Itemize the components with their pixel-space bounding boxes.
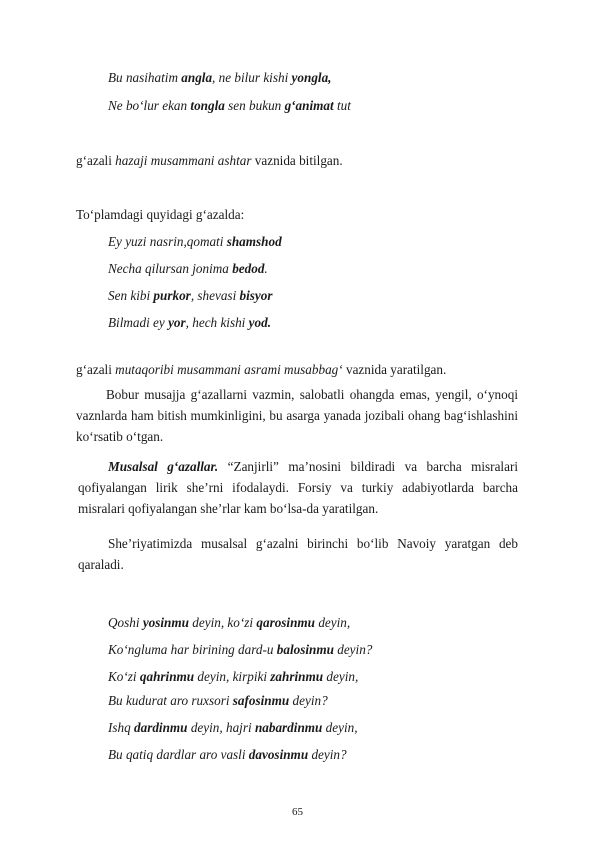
text-run: safosinmu (232, 693, 290, 708)
verse-line (108, 314, 271, 332)
text-run: Necha qilursan jonima (108, 261, 233, 276)
text-run: Bilmadi ey (108, 315, 169, 330)
text-run: dardinmu (134, 720, 188, 735)
text-run: , ne bilur kishi (212, 70, 292, 85)
text-run: Ishq (108, 720, 135, 735)
text-run: bisyor (239, 288, 273, 303)
text-run: qarosinmu (256, 615, 316, 630)
term-musalsal: Musalsal g‘azallar. (108, 459, 219, 474)
text-run: g‘animat (284, 98, 334, 113)
verse-line (108, 287, 273, 305)
text-run: angla (181, 70, 213, 85)
text-run: nabardinmu (254, 720, 323, 735)
verse-line (108, 746, 347, 764)
text-run: purkor (153, 288, 191, 303)
text-run: hazaji musammani ashtar (115, 153, 252, 168)
text-run: yongla, (291, 70, 332, 85)
text-run: Qoshi (108, 615, 143, 630)
paragraph-bobur-text: Bobur musajja g‘azallarni vazmin, salobatli ohangda emas, yengil, o‘ynoqi vaznlarda ham bitish mumkinligini, bu asarga yanada jozibali ohang bag‘ishlashini ko‘rsatib o‘tgan. (76, 387, 518, 444)
text-run: zahrinmu (270, 669, 324, 684)
text-run: , shevasi (190, 288, 240, 303)
text-run: deyin? (333, 642, 373, 657)
paragraph-sheriyat-text: She’riyatimizda musalsal g‘azalni birinchi bo‘lib Navoiy yaratgan deb qaraladi. (78, 536, 518, 572)
text-run: shamshod (226, 234, 282, 249)
paragraph-musalsal (78, 456, 518, 519)
paragraph-sheriyat (78, 533, 518, 575)
text-run: g‘azali (76, 362, 116, 377)
text-line-hazaj (76, 152, 343, 170)
text-run: yod. (248, 315, 271, 330)
text-run: Bu qatiq dardlar aro vasli (108, 747, 249, 762)
text-run: vaznida yaratilgan. (342, 362, 447, 377)
verse-line (108, 69, 331, 87)
verse-line (108, 668, 358, 686)
text-run: deyin, (323, 669, 359, 684)
text-run: bedod (232, 261, 265, 276)
text-run: deyin, ko‘zi (188, 615, 257, 630)
text-line-tolamdagi (76, 206, 244, 224)
text-run: deyin, (315, 615, 351, 630)
text-run: qahrinmu (139, 669, 195, 684)
text-run: Sen kibi (108, 288, 154, 303)
verse-line (108, 692, 328, 710)
text-run: deyin? (308, 747, 347, 762)
text-run: g‘azali (76, 153, 116, 168)
verse-line (108, 233, 282, 251)
text-line-mutaqoribi (76, 361, 446, 379)
text-run: Ne bo‘lur ekan (108, 98, 191, 113)
text-run: Bu kudurat aro ruxsori (108, 693, 233, 708)
text-run: deyin? (289, 693, 328, 708)
text-run: yor (168, 315, 186, 330)
text-run: , hech kishi (185, 315, 249, 330)
verse-line (108, 614, 350, 632)
text-run: Ey yuzi nasrin,qomati (108, 234, 227, 249)
text-run: balosinmu (276, 642, 334, 657)
text-run: vaznida bitilgan. (251, 153, 343, 168)
verse-line (108, 260, 268, 278)
text-run: deyin, kirpiki (194, 669, 271, 684)
text-run: . (264, 261, 268, 276)
verse-line (108, 641, 372, 659)
text-run: Ko‘zi (108, 669, 140, 684)
text-run: deyin, hajri (187, 720, 255, 735)
text-run: mutaqoribi musammani asrami musabbag‘ (115, 362, 343, 377)
paragraph-bobur (76, 384, 518, 447)
text-run: Bu nasihatim (108, 70, 182, 85)
page-number: 65 (292, 806, 303, 818)
paragraph-musalsal-text: “Zanjirli” ma’nosini bildiradi va barcha misralari qofiyalangan lirik she’rni ifodalaydi. Forsiy va turkiy adabiyotlarda barcha misralari qofiyalangan she’rlar kam bo‘lsa-da yaratilgan. (78, 459, 518, 516)
text-run: Ko‘ngluma har birining dard-u (108, 642, 277, 657)
text-run: deyin, (322, 720, 358, 735)
text-run: To‘plamdagi quyidagi g‘azalda: (76, 207, 245, 222)
text-run: yosinmu (142, 615, 189, 630)
verse-line (108, 97, 351, 115)
text-run: tongla (190, 98, 225, 113)
text-run: tut (333, 98, 351, 113)
verse-line (108, 719, 358, 737)
text-run: sen bukun (224, 98, 285, 113)
text-run: davosinmu (248, 747, 309, 762)
